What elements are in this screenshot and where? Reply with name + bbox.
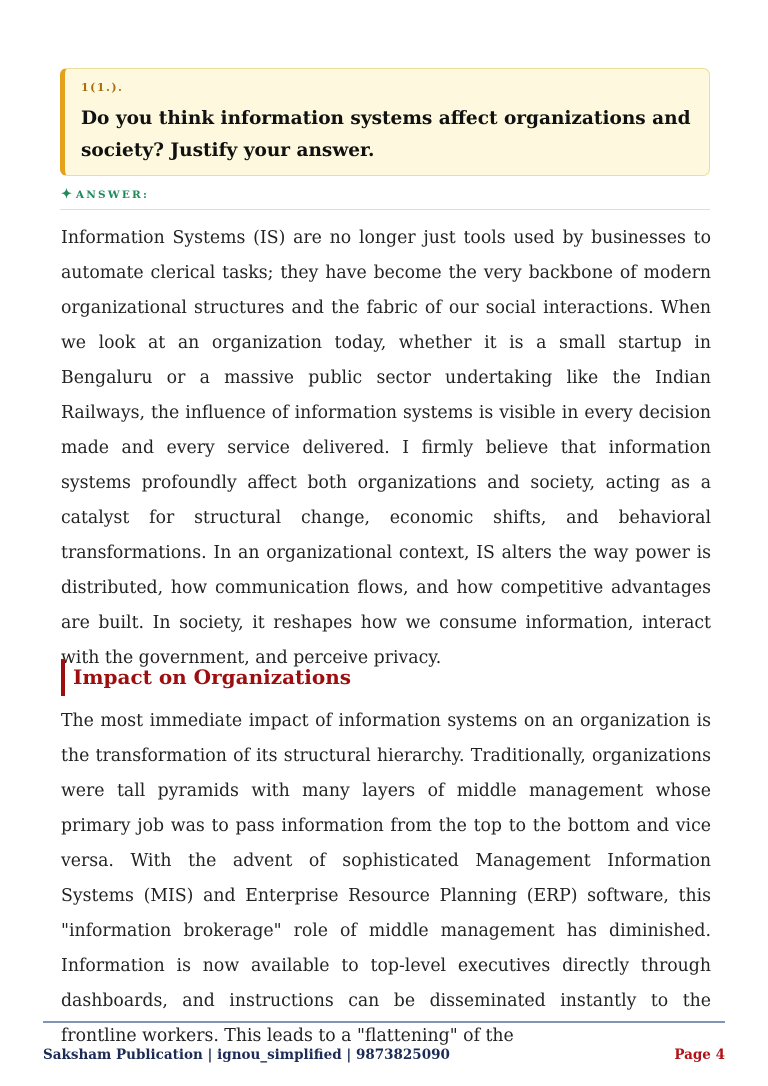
section-heading-text: Impact on Organizations [73, 665, 352, 689]
section-heading [61, 659, 351, 696]
question-box [60, 68, 710, 176]
sparkle-icon: ✦ [61, 187, 72, 202]
answer-label-text: ANSWER: [75, 189, 150, 201]
section-paragraph: The most immediate impact of information systems on an organization is the transformation of its structural hierarchy. Traditionally, organizations were tall pyramids with many layers of middle management whose primary job was to pass information from the top to the bottom and vice versa. With the advent of sophisticated Management Information Systems (MIS) and Enterprise Resource Planning (ERP) software, this "information brokerage" role of middle management has diminished. Information is now available to top-level executives directly through dashboards, and instructions can be disseminated instantly to the frontline workers. This leads to a "flattening" of the [61, 711, 711, 1046]
footer-publisher: Saksham Publication | ignou_simplified | 9873825090 [43, 1047, 450, 1063]
intro-paragraph: Information Systems (IS) are no longer just tools used by businesses to automate clerical tasks; they have become the very backbone of modern organizational structures and the fabric of our social interactions. When we look at an organization today, whether it is a small startup in Bengaluru or a massive public sector undertaking like the Indian Railways, the influence of information systems is visible in every decision made and every service delivered. I firmly believe that information systems profoundly affect both organizations and society, acting as a catalyst for structural change, economic shifts, and behavioral transformations. In an organizational context, IS alters the way power is distributed, how communication flows, and how competitive advantages are built. In society, it reshapes how we consume information, interact with the government, and perceive privacy. [61, 228, 711, 668]
question-text: Do you think information systems affect organizations and society? Justify your answer. [81, 108, 691, 161]
answer-divider [60, 209, 710, 210]
page-number: Page 4 [674, 1047, 725, 1063]
footer-divider [43, 1021, 725, 1023]
answer-label [61, 187, 149, 202]
question-number: 1(1.). [81, 81, 124, 94]
